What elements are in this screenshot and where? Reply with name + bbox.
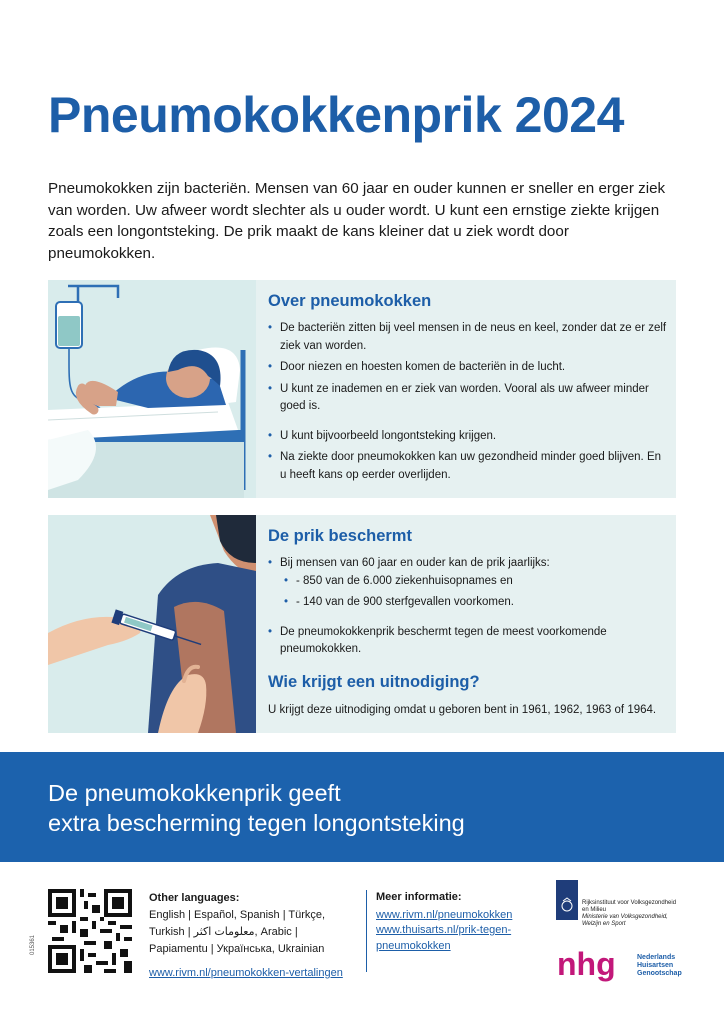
list-item: • U kunt bijvoorbeeld longontsteking krijgen. bbox=[268, 428, 668, 446]
languages-line: Papiamentu | Українська, Ukrainian bbox=[149, 943, 325, 955]
sub-list bbox=[284, 573, 668, 612]
languages-line: English | Español, Spanish | Türkçe, bbox=[149, 909, 326, 921]
banner-line: De pneumokokkenprik geeft bbox=[48, 780, 341, 806]
about-content bbox=[268, 292, 668, 488]
translations-link[interactable]: www.rivm.nl/pneumokokken-vertalingen bbox=[149, 967, 343, 979]
page-title: Pneumokokkenprik 2024 bbox=[48, 87, 624, 143]
footer-divider bbox=[366, 890, 367, 972]
languages-heading: Other languages: bbox=[149, 892, 240, 904]
thuisarts-link-line: pneumokokken bbox=[376, 939, 451, 952]
nhg-line: Genootschap bbox=[637, 970, 682, 977]
list-item: • Door niezen en hoesten komen de bacteriën in de lucht. bbox=[268, 359, 668, 377]
rivm-logo bbox=[556, 880, 696, 930]
list-item: • U kunt ze inademen en er ziek van worden. Vooral als uw afweer minder goed is. bbox=[268, 381, 668, 416]
list-item: • De bacteriën zitten bij veel mensen in de neus en keel, zonder dat ze er zelf ziek van worden. bbox=[268, 320, 668, 355]
more-info bbox=[376, 890, 546, 954]
info-panel-protection bbox=[48, 515, 676, 733]
banner-line: extra bescherming tegen longontsteking bbox=[48, 810, 465, 836]
list-item: • Na ziekte door pneumokokken kan uw gezondheid minder goed blijven. En u heeft kans op eerder overlijden. bbox=[268, 449, 668, 484]
section-title: Over pneumokokken bbox=[268, 292, 432, 310]
section-subtitle: Wie krijgt een uitnodiging? bbox=[268, 672, 480, 691]
nhg-logo bbox=[557, 947, 697, 987]
protection-content bbox=[268, 527, 668, 718]
qr-code-icon[interactable] bbox=[48, 889, 132, 973]
nhg-line: Nederlands bbox=[637, 954, 676, 961]
nhg-logo-mark bbox=[557, 947, 635, 987]
rivm-link[interactable]: www.rivm.nl/pneumokokken bbox=[376, 908, 513, 921]
sub-list-item: • - 850 van de 6.000 ziekenhuisopnames en bbox=[284, 573, 668, 591]
protection-bullet-list bbox=[268, 555, 668, 659]
info-panel-about bbox=[48, 280, 676, 498]
list-item-text: Bij mensen van 60 jaar en ouder kan de prik jaarlijks: bbox=[280, 557, 550, 569]
intro-paragraph: Pneumokokken zijn bacteriën. Mensen van 60 jaar en ouder kunnen er sneller en erger ziek van worden. Uw afweer wordt slechter als u ouder wordt. U kunt een ernstige ziekte krijgen zoals een longontsteking. De prik maakt de kans kleiner dat u ziek wordt door pneumokokken. bbox=[48, 180, 666, 262]
rivm-line: en Milieu bbox=[582, 907, 607, 913]
banner-text bbox=[48, 778, 465, 838]
document-code: 015361 bbox=[30, 934, 36, 955]
list-item: • De pneumokokkenprik beschermt tegen de meest voorkomende pneumokokken. bbox=[268, 624, 668, 659]
rivm-text bbox=[582, 900, 702, 928]
nhg-text bbox=[637, 954, 682, 978]
list-item bbox=[268, 555, 668, 612]
sub-list-item: • - 140 van de 900 sterfgevallen voorkomen. bbox=[284, 594, 668, 612]
other-languages bbox=[149, 890, 364, 979]
languages-line: Turkish | معلومات اكثر, Arabic | bbox=[149, 926, 298, 938]
thuisarts-link-line: www.thuisarts.nl/prik-tegen- bbox=[376, 924, 512, 936]
rivm-emblem-icon bbox=[556, 880, 578, 920]
invitation-text: U krijgt deze uitnodiging omdat u geboren bent in 1961, 1962, 1963 of 1964. bbox=[268, 703, 657, 716]
nhg-logo-text: nhg bbox=[557, 947, 616, 982]
about-bullet-list bbox=[268, 320, 668, 484]
more-info-heading: Meer informatie: bbox=[376, 891, 462, 903]
slogan-banner bbox=[0, 752, 724, 862]
vaccination-illustration bbox=[48, 515, 256, 733]
section-title: De prik beschermt bbox=[268, 527, 412, 545]
rivm-line: Ministerie van Volksgezondheid, bbox=[582, 914, 668, 920]
rivm-line: Rijksinstituut voor Volksgezondheid bbox=[582, 900, 677, 906]
patient-in-bed-illustration bbox=[48, 280, 256, 498]
rivm-line: Welzijn en Sport bbox=[582, 921, 626, 927]
nhg-line: Huisartsen bbox=[637, 962, 674, 969]
thuisarts-link[interactable] bbox=[376, 923, 546, 954]
